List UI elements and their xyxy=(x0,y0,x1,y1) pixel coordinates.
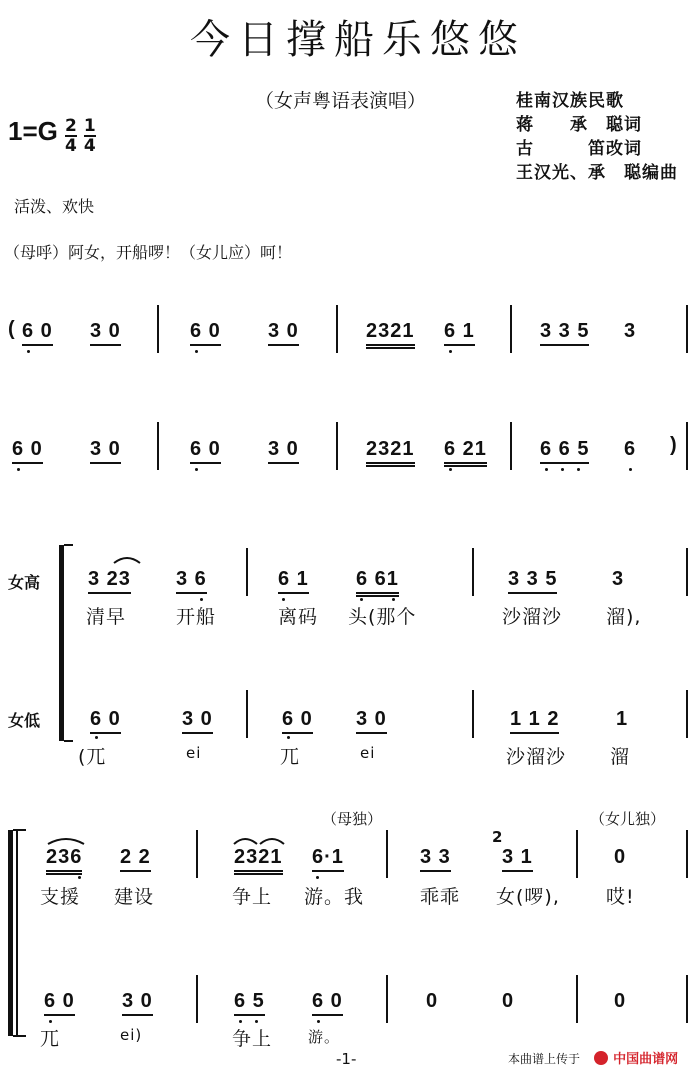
performance-mark-mother: （母独） xyxy=(322,810,383,828)
barline xyxy=(336,422,338,470)
note-group: 3 3 xyxy=(420,846,451,872)
barline xyxy=(686,830,688,878)
time-signature-1-4: $\frac{1}{4}$ xyxy=(83,115,96,156)
note-group: 236 xyxy=(46,846,82,875)
lyric: 头(那个 xyxy=(348,606,417,628)
note-group: 6 xyxy=(624,438,637,460)
credit-line-3: 古 笛改词 xyxy=(516,139,642,159)
low-octave-dot xyxy=(449,468,452,471)
grace-note: 2 xyxy=(492,828,503,846)
note-group: 6 1 xyxy=(278,568,309,594)
note-group: 3 0 xyxy=(356,708,387,734)
part-label-low: 女低 xyxy=(8,711,41,730)
credit-line-1: 桂南汉族民歌 xyxy=(516,91,624,111)
lyric: 争上 xyxy=(232,1028,273,1050)
note-group: 6 0 xyxy=(90,708,121,734)
barline xyxy=(196,975,198,1023)
note-group: 3 0 xyxy=(122,990,153,1016)
barline xyxy=(472,548,474,596)
site-logo-icon xyxy=(594,1051,608,1065)
note-group: 3 xyxy=(612,568,625,590)
low-octave-dot xyxy=(577,468,580,471)
slur xyxy=(46,834,86,846)
lyric: 游。我 xyxy=(304,886,365,908)
low-octave-dot xyxy=(629,468,632,471)
lyric: 沙溜沙 xyxy=(502,606,563,628)
low-octave-dot xyxy=(317,1020,320,1023)
performance-mark-daughter: （女儿独） xyxy=(590,810,666,828)
lyric: ei) xyxy=(120,1026,143,1044)
low-octave-dot xyxy=(27,350,30,353)
paren-open: ( xyxy=(8,318,16,340)
lyric: 溜 xyxy=(610,746,631,768)
lyric: ei xyxy=(360,744,376,762)
low-octave-dot xyxy=(316,876,319,879)
note-group: 2321 xyxy=(366,438,415,467)
note-group: 3 0 xyxy=(90,320,121,346)
slur xyxy=(112,553,142,565)
subtitle: （女声粤语表演唱） xyxy=(255,90,427,112)
note-group: 6 0 xyxy=(44,990,75,1016)
lyric: 争上 xyxy=(232,886,273,908)
barline xyxy=(246,548,248,596)
low-octave-dot xyxy=(360,598,363,601)
site-logo xyxy=(594,1047,678,1067)
lyric: 兀 xyxy=(40,1028,61,1050)
barline xyxy=(472,690,474,738)
low-octave-dot xyxy=(282,598,285,601)
barline xyxy=(576,975,578,1023)
barline xyxy=(686,548,688,596)
low-octave-dot xyxy=(449,350,452,353)
note-group: 3 1 xyxy=(502,846,533,872)
lyric: 建设 xyxy=(114,886,155,908)
barline xyxy=(686,422,688,470)
note-group: 0 xyxy=(426,990,439,1012)
note-group: 0 xyxy=(614,990,627,1012)
note-group: 6·1 xyxy=(312,846,344,872)
note-group: 3 0 xyxy=(90,438,121,464)
note-group: 2321 xyxy=(234,846,283,875)
lyric: (兀 xyxy=(78,746,107,768)
system-bracket xyxy=(55,543,75,743)
note-group: 6 0 xyxy=(22,320,53,346)
note-group: 6 0 xyxy=(312,990,343,1016)
barline xyxy=(510,305,512,353)
note-group: 2 2 xyxy=(120,846,151,872)
note-group: 6 6 5 xyxy=(540,438,589,464)
low-octave-dot xyxy=(392,598,395,601)
note-group: 6 0 xyxy=(190,438,221,464)
upload-notice: 本曲谱上传于 xyxy=(508,1052,581,1066)
lyric: 离码 xyxy=(278,606,319,628)
low-octave-dot xyxy=(561,468,564,471)
page-title: 今日撑船乐悠悠 xyxy=(190,17,526,63)
credit-line-2: 蒋 承 聪词 xyxy=(516,115,642,135)
barline xyxy=(386,830,388,878)
barline xyxy=(686,690,688,738)
barline xyxy=(576,830,578,878)
barline xyxy=(686,975,688,1023)
note-group: 0 xyxy=(502,990,515,1012)
note-group: 3 0 xyxy=(268,320,299,346)
site-name: 中国曲谱网 xyxy=(613,1052,679,1067)
lyric: 游。 xyxy=(308,1028,341,1046)
low-octave-dot xyxy=(200,598,203,601)
barline xyxy=(686,305,688,353)
note-group: 3 0 xyxy=(182,708,213,734)
low-octave-dot xyxy=(545,468,548,471)
note-group: 6 0 xyxy=(282,708,313,734)
note-group: 6 0 xyxy=(190,320,221,346)
low-octave-dot xyxy=(49,1020,52,1023)
lyric: 支援 xyxy=(40,886,81,908)
key-label: 1=G xyxy=(8,116,58,146)
lyric: 乖乖 xyxy=(420,886,461,908)
barline xyxy=(196,830,198,878)
system-bracket xyxy=(4,828,34,1038)
credit-line-4: 王汉光、承 聪编曲 xyxy=(516,163,678,183)
slur xyxy=(232,834,286,846)
low-octave-dot xyxy=(287,736,290,739)
key-signature xyxy=(8,116,96,155)
barline xyxy=(157,305,159,353)
note-group: 0 xyxy=(614,846,627,868)
note-group: 2321 xyxy=(366,320,415,349)
note-group: 6 5 xyxy=(234,990,265,1016)
note-group: 6 0 xyxy=(12,438,43,464)
barline xyxy=(510,422,512,470)
low-octave-dot xyxy=(239,1020,242,1023)
low-octave-dot xyxy=(95,736,98,739)
low-octave-dot xyxy=(255,1020,258,1023)
barline xyxy=(157,422,159,470)
barline xyxy=(336,305,338,353)
lyric: 兀 xyxy=(280,746,301,768)
lyric: 沙溜沙 xyxy=(506,746,567,768)
time-signature-2-4: $\frac{2}{4}$ xyxy=(64,115,77,156)
note-group: 3 3 5 xyxy=(540,320,589,346)
note-group: 3 3 5 xyxy=(508,568,557,594)
low-octave-dot xyxy=(17,468,20,471)
note-group: 3 6 xyxy=(176,568,207,594)
part-label-high: 女高 xyxy=(8,573,41,592)
low-octave-dot xyxy=(195,468,198,471)
lyric: 哎! xyxy=(606,886,635,908)
tempo-marking: 活泼、欢快 xyxy=(14,197,95,216)
barline xyxy=(386,975,388,1023)
note-group: 3 23 xyxy=(88,568,131,594)
note-group: 6 1 xyxy=(444,320,475,346)
lyric: 开船 xyxy=(176,606,217,628)
note-group: 1 xyxy=(616,708,629,730)
lyric: 溜), xyxy=(606,606,642,628)
spoken-line: （母呼）阿女，开船啰！（女儿应）呵！ xyxy=(4,243,293,262)
lyric: 女(啰), xyxy=(496,886,560,908)
page-number: -1- xyxy=(336,1050,357,1068)
note-group: 3 xyxy=(624,320,637,342)
note-group: 6 21 xyxy=(444,438,487,467)
note-group: 1 1 2 xyxy=(510,708,559,734)
note-group: 3 0 xyxy=(268,438,299,464)
lyric: 清早 xyxy=(86,606,127,628)
paren-close: ) xyxy=(670,434,678,456)
note-group: 6 61 xyxy=(356,568,399,597)
low-octave-dot xyxy=(78,876,81,879)
lyric: ei xyxy=(186,744,202,762)
barline xyxy=(246,690,248,738)
low-octave-dot xyxy=(195,350,198,353)
